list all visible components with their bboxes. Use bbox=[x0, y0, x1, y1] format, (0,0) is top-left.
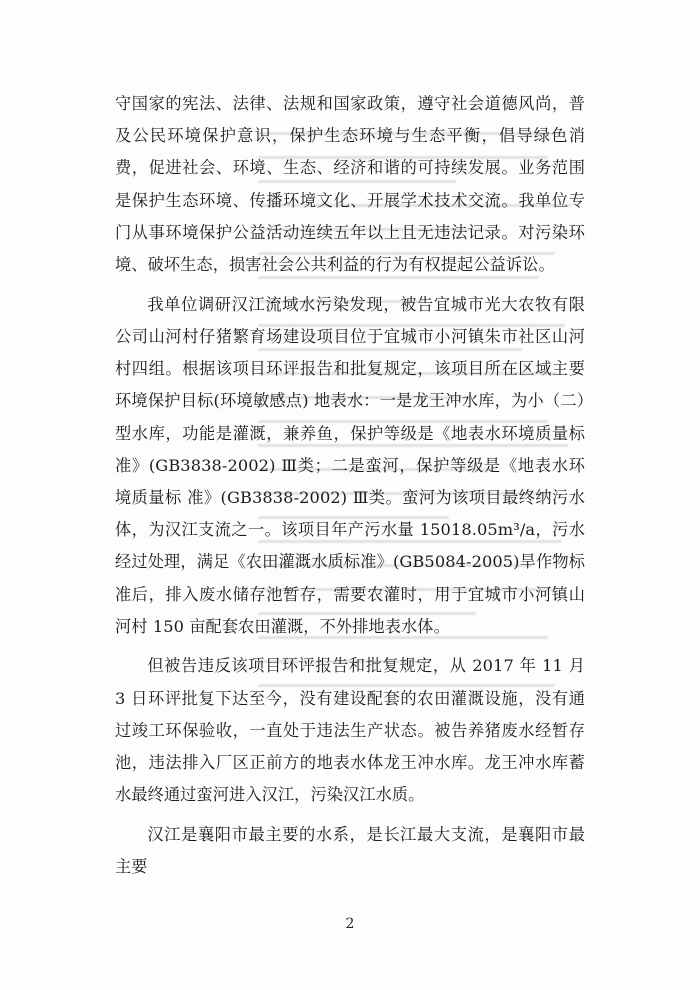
paragraph-hanjiang-importance: 汉江是襄阳市最主要的水系，是长江最大支流，是襄阳市最主要 bbox=[115, 824, 585, 877]
page-number: 2 bbox=[345, 916, 355, 932]
paragraph-organization-scope: 守国家的宪法、法律、法规和国家政策，遵守社会道德风尚，普及公民环境保护意识，保护生态环境与生态平衡，倡导绿色消费，促进社会、环境、生态、经济和谐的可持续发展。业务范围是保护生态环境、传播环境文化、开展学术技术交流。我单位专门从事环境保护公益活动连续五年以上且无违法记录。对污染环境、破坏生态，损害社会公共利益的行为有权提起公益诉讼。 bbox=[115, 94, 585, 275]
paragraph-investigation-findings: 我单位调研汉江流域水污染发现，被告宜城市光大农牧有限公司山河村仔猪繁育场建设项目位于宜城市小河镇朱市社区山河村四组。根据该项目环评报告和批复规定，该项目所在区域主要环境保护目标(环境敏感点) 地表水：一是龙王冲水库，为小（二）型水库，功能是灌溉，兼养鱼，保护等级是《地表水环境质量标 准》(GB3838-2002) Ⅲ类；二是蛮河，保护等级是《地表水环境质量标 准》(GB3838-2002) Ⅲ类。蛮河为该项目最终纳污水体，为汉江支流之一。该项目年产污水量 15018.05m³/a，污水经过处理，满足《农田灌溉水质标准》(GB5084-2005)旱作物标准后，排入废水储存池暂存，需要农灌时，用于宜城市小河镇山河村 150 亩配套农田灌溉，不外排地表水体。 bbox=[115, 294, 585, 636]
document-body bbox=[115, 88, 585, 883]
paragraph-violation-facts: 但被告违反该项目环评报告和批复规定，从 2017 年 11 月 3 日环评批复下达至今，没有建设配套的农田灌溉设施，没有通过竣工环保验收，一直处于违法生产状态。被告养猪废水经暂存池，违法排入厂区正前方的地表水体龙王冲水库。龙王冲水库蓄水最终通过蛮河进入汉江，污染汉江水质。 bbox=[115, 656, 585, 805]
